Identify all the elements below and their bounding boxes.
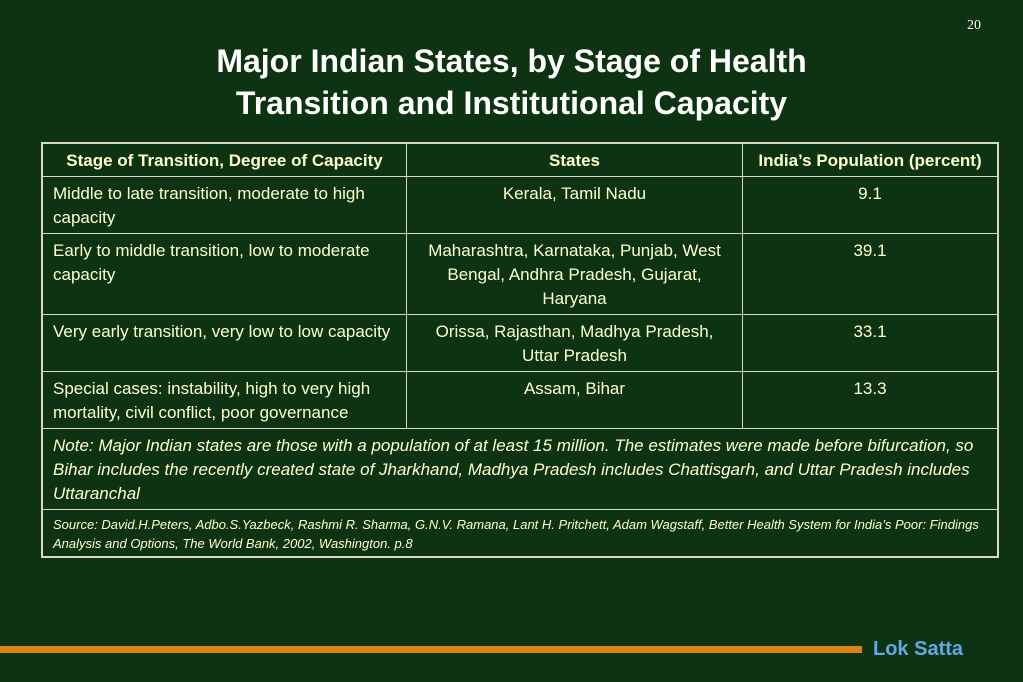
source-row bbox=[42, 510, 998, 558]
header-states: States bbox=[407, 143, 743, 177]
footer-brand: Lok Satta bbox=[873, 638, 964, 660]
table-row bbox=[42, 177, 998, 234]
cell-states: Maharashtra, Karnataka, Punjab, West Bengal, Andhra Pradesh, Gujarat, Haryana bbox=[407, 234, 743, 315]
title-line-1: Major Indian States, by Stage of Health bbox=[216, 43, 807, 79]
table-note: Note: Major Indian states are those with a population of at least 15 million. The estimates were made before bifurcation, so Bihar includes the recently created state of Jharkhand, Madhya Pradesh includes Chattisgarh, and Uttar Pradesh includes Uttaranchal bbox=[42, 429, 998, 510]
cell-stage: Special cases: instability, high to very high mortality, civil conflict, poor governance bbox=[42, 372, 407, 429]
cell-stage: Middle to late transition, moderate to high capacity bbox=[42, 177, 407, 234]
table-header-row bbox=[42, 143, 998, 177]
cell-population: 9.1 bbox=[743, 177, 999, 234]
cell-population: 13.3 bbox=[743, 372, 999, 429]
table-source: Source: David.H.Peters, Adbo.S.Yazbeck, Rashmi R. Sharma, G.N.V. Ramana, Lant H. Pritchett, Adam Wagstaff, Better Health System for India’s Poor: Findings Analysis and Options, The World Bank, 2002, Washington. p.8 bbox=[42, 510, 998, 558]
table-row bbox=[42, 234, 998, 315]
cell-states: Orissa, Rajasthan, Madhya Pradesh, Uttar Pradesh bbox=[407, 315, 743, 372]
health-transition-table bbox=[41, 142, 999, 558]
cell-stage: Early to middle transition, low to moderate capacity bbox=[42, 234, 407, 315]
table-row bbox=[42, 372, 998, 429]
cell-stage: Very early transition, very low to low capacity bbox=[42, 315, 407, 372]
footer-divider bbox=[0, 646, 862, 653]
table-row bbox=[42, 315, 998, 372]
cell-states: Kerala, Tamil Nadu bbox=[407, 177, 743, 234]
slide-number: 20 bbox=[967, 18, 981, 33]
title-line-2: Transition and Institutional Capacity bbox=[235, 85, 788, 121]
page-title bbox=[0, 40, 1023, 124]
cell-population: 33.1 bbox=[743, 315, 999, 372]
header-population: India’s Population (percent) bbox=[743, 143, 999, 177]
cell-population: 39.1 bbox=[743, 234, 999, 315]
note-row bbox=[42, 429, 998, 510]
header-stage: Stage of Transition, Degree of Capacity bbox=[42, 143, 407, 177]
cell-states: Assam, Bihar bbox=[407, 372, 743, 429]
